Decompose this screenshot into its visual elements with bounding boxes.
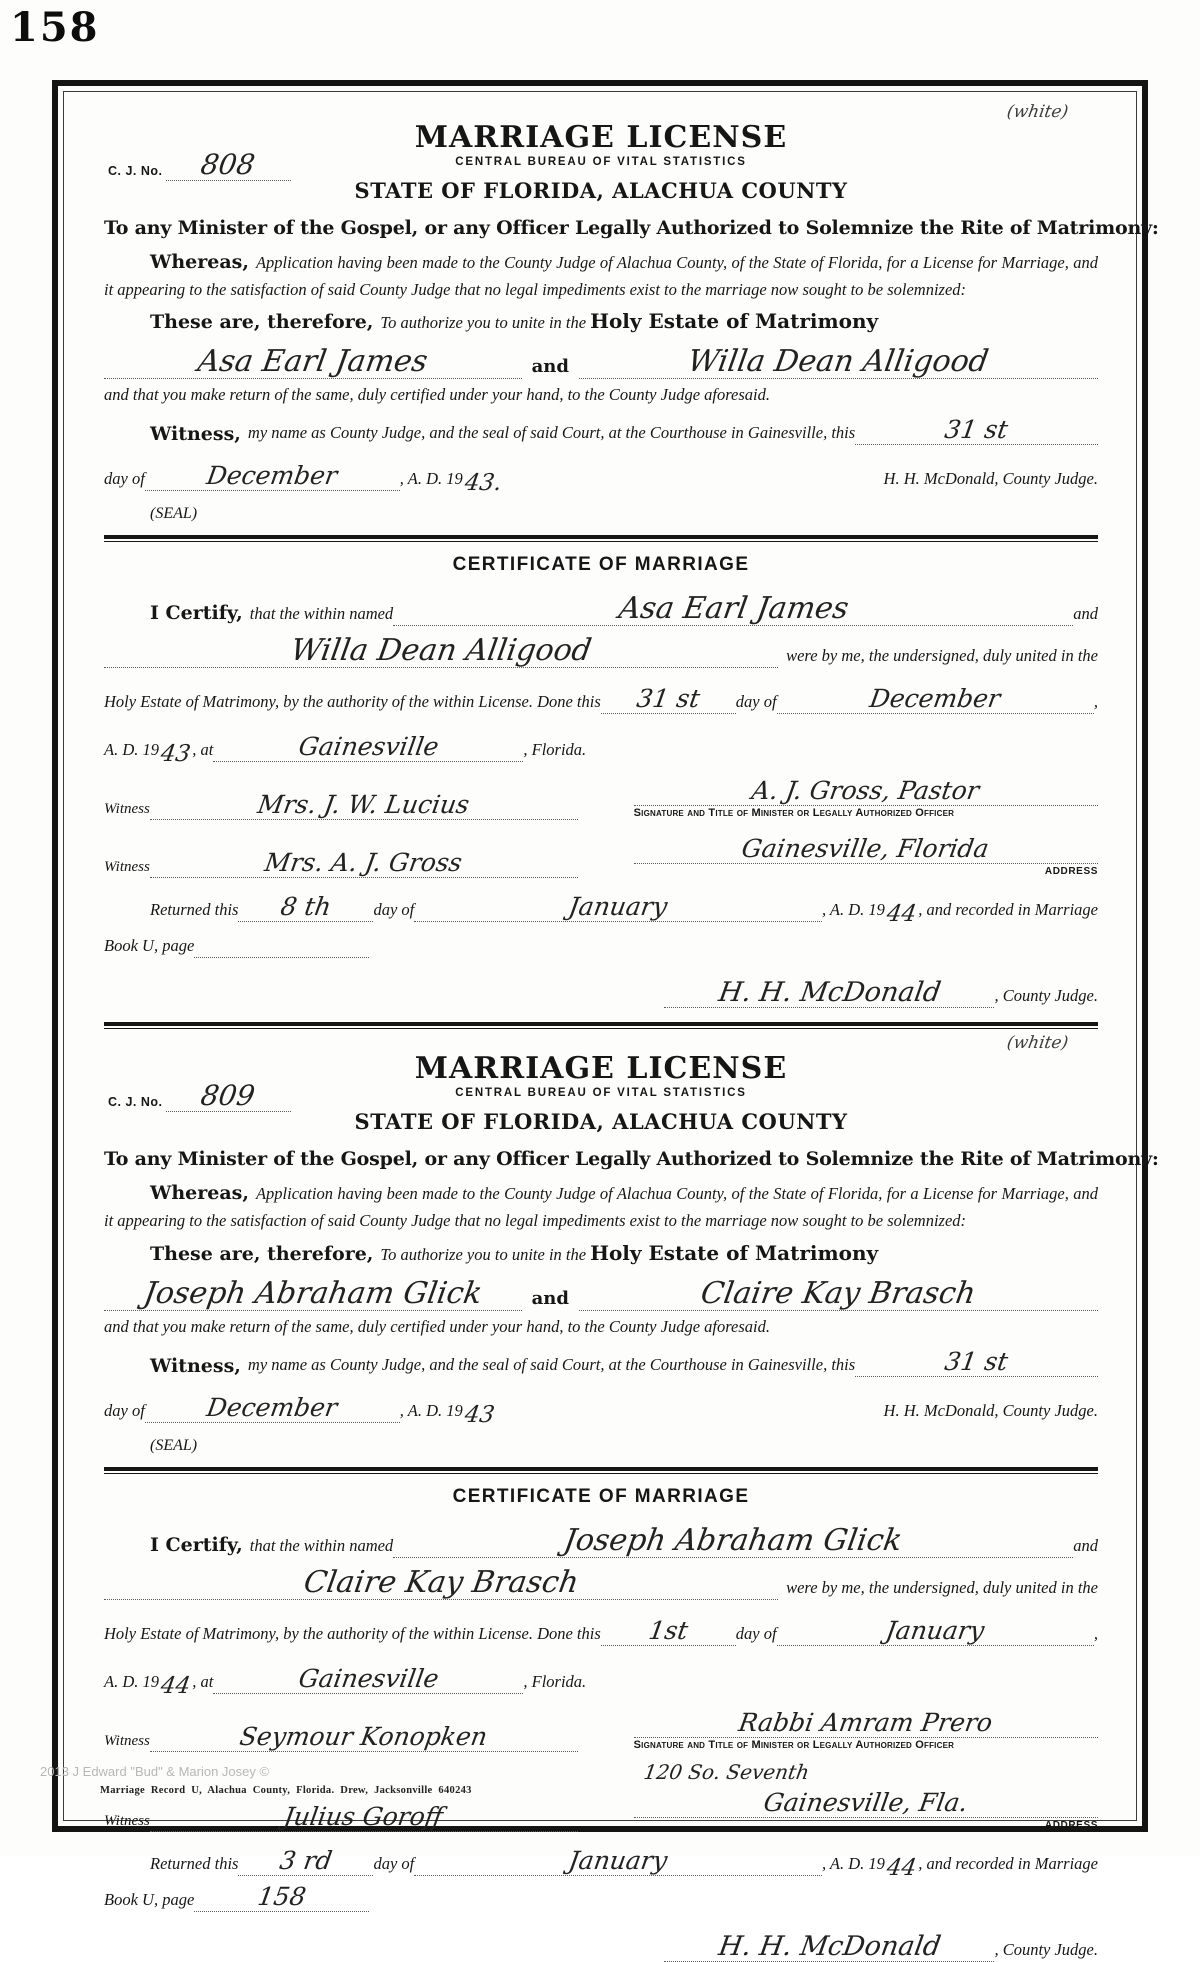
license-day-line	[855, 417, 1098, 445]
book-page-line	[194, 1881, 369, 1912]
witness-body: my name as County Judge, and the seal of said Court, at the Courthouse in Gainesville, this	[247, 423, 856, 443]
witness1-row	[104, 1704, 1098, 1752]
witness-lead: Witness,	[150, 423, 241, 446]
returned-year: 44	[884, 901, 919, 928]
ad-19-label: , A. D. 19	[821, 900, 885, 920]
signature-caption: Signature and Title of Minister or Legally Authorized Officer	[633, 807, 955, 820]
officiant-address-lineblock	[634, 830, 1098, 864]
whereas-paragraph	[104, 1178, 1098, 1234]
were-by-clause: were by me, the undersigned, duly united in the	[786, 1577, 1098, 1597]
book-page-label: Book U, page	[104, 1889, 195, 1909]
cj-number-line-fill	[166, 1079, 291, 1113]
cert-groom-line	[393, 591, 1073, 627]
witness2-name: Julius Goroff	[282, 1801, 446, 1831]
state-county-line: STATE OF FLORIDA, ALACHUA COUNTY	[354, 178, 848, 203]
signature-caption: Signature and Title of Minister or Legally Authorized Officer	[633, 1738, 955, 1751]
license-date-row	[104, 1389, 1098, 1428]
license-date-row	[104, 457, 1098, 497]
book-page-row	[104, 1881, 1098, 1912]
book-page-value: 158	[255, 1881, 308, 1911]
officiant-address: Gainesville, Florida	[740, 834, 992, 864]
ad-19-label: , A. D. 19	[399, 469, 463, 489]
witness-clause-row	[104, 1347, 1098, 1377]
cert-bride-name: Willa Dean Alligood	[288, 633, 594, 669]
done-city-line	[213, 1663, 523, 1694]
license-header	[104, 122, 1098, 203]
color-note: (white)	[1005, 1033, 1070, 1054]
done-year: 43	[158, 741, 193, 768]
judge-printed-name: H. H. McDonald, County Judge.	[883, 469, 1098, 489]
copyright-watermark: 2013 J Edward "Bud" & Marion Josey ©	[40, 1764, 270, 1779]
returned-month-line	[414, 894, 822, 922]
officiant-address-block	[634, 1759, 1098, 1832]
certify-row	[104, 1518, 1098, 1558]
whereas-body: Application having been made to the County Judge of Alachua County, of the State of Florida, for a License for Marriage, and it appearing to the satisfaction of said County Judge that no legal impediments exist to the marriage now sought to be solemnized:	[104, 253, 1098, 300]
witness1-left	[104, 1721, 578, 1752]
comma: ,	[1093, 1623, 1098, 1643]
holy-estate-label: Holy Estate of Matrimony	[590, 309, 879, 334]
license-subtitle: CENTRAL BUREAU OF VITAL STATISTICS	[455, 156, 747, 168]
ad-19-label: , A. D. 19	[399, 1400, 463, 1420]
witness-clause-row	[104, 415, 1098, 445]
witness1-left	[104, 792, 578, 820]
witness-label: Witness	[104, 1812, 150, 1829]
officiant-signature-lineblock	[634, 772, 1098, 806]
page-number: 158	[10, 4, 100, 51]
book-page-label: Book U, page	[104, 936, 195, 956]
returned-year: 44	[884, 1854, 919, 1881]
done-month: January	[883, 1615, 987, 1645]
returned-day: 3 rd	[277, 1845, 335, 1875]
color-note-row	[104, 102, 1098, 122]
seal-label: (SEAL)	[150, 505, 198, 523]
officiant-signature-block	[634, 772, 1098, 820]
officiant-signature: Rabbi Amram Prero	[736, 1707, 995, 1737]
officiant-signature-block	[634, 1704, 1098, 1752]
license-day: 31 st	[942, 1346, 1011, 1376]
witness1-line	[150, 792, 578, 820]
day-of-label: day of	[373, 1853, 415, 1873]
day-of-label: day of	[735, 1623, 777, 1643]
and-word-end: and	[1073, 1535, 1098, 1555]
witness-label: Witness	[104, 1732, 150, 1749]
returned-row	[104, 886, 1098, 928]
and-word: and	[531, 356, 569, 378]
witness1-row	[104, 772, 1098, 820]
salutation-line: To any Minister of the Gospel, or any Officer Legally Authorized to Solemnize the Rite of Matrimony:	[104, 217, 1159, 239]
therefore-lead: These are, therefore,	[150, 311, 374, 334]
state-county-line: STATE OF FLORIDA, ALACHUA COUNTY	[354, 1109, 848, 1135]
license-month: December	[204, 461, 340, 491]
bride-name: Willa Dean Alligood	[685, 344, 992, 380]
whereas-paragraph	[104, 247, 1098, 303]
day-of-label: day of	[735, 692, 777, 712]
book-page-line	[194, 938, 369, 958]
section-divider	[104, 1467, 1098, 1474]
county-judge-suffix: , County Judge.	[994, 1939, 1098, 1959]
printer-footer: Marriage Record U, Alachua County, Florida. Drew, Jacksonville 640243	[100, 1785, 472, 1796]
names-row	[104, 335, 1098, 379]
officiant-address-line	[634, 1787, 1098, 1818]
done-year: 44	[158, 1672, 193, 1699]
returned-month: January	[566, 1845, 670, 1875]
therefore-lead: These are, therefore,	[150, 1242, 374, 1265]
groom-name: Asa Earl James	[195, 344, 431, 380]
license-month-line	[145, 463, 400, 491]
done-lead: Holy Estate of Matrimony, by the authority of the within License. Done this	[104, 1623, 601, 1643]
witness1-line	[150, 1721, 578, 1752]
ad-19-cert-label: A. D. 19	[104, 740, 159, 760]
judge-signature-line	[664, 979, 994, 1008]
recorded-suffix: , and recorded in Marriage	[918, 900, 1098, 920]
certify-row	[104, 586, 1098, 626]
cj-number-line-fill	[166, 148, 291, 181]
license-title: MARRIAGE LICENSE	[414, 120, 788, 155]
cj-number-line	[108, 1079, 291, 1113]
color-note: (white)	[1005, 102, 1070, 122]
license-day: 31 st	[942, 415, 1011, 445]
certificate-title: CERTIFICATE OF MARRIAGE	[452, 1485, 750, 1507]
officiant-address-lineblock	[634, 1784, 1098, 1818]
cert-bride-row	[104, 628, 1098, 668]
names-row	[104, 1267, 1098, 1311]
cert-bride-line	[104, 1564, 778, 1600]
cert-bride-row	[104, 1560, 1098, 1600]
done-date-row	[104, 678, 1098, 714]
officiant-signature-line	[634, 1707, 1098, 1738]
book-page-row	[104, 930, 1098, 958]
marriage-record-809	[104, 1033, 1159, 1962]
license-day-line	[855, 1346, 1098, 1377]
day-of-label: day of	[104, 1400, 145, 1420]
cj-number-line	[108, 148, 291, 181]
officiant-signature-line	[634, 778, 1098, 806]
done-month-line	[777, 1615, 1094, 1646]
witness-body: my name as County Judge, and the seal of said Court, at the Courthouse in Gainesville, this	[247, 1354, 856, 1374]
witness2-left	[104, 850, 578, 878]
comma: ,	[1093, 692, 1098, 712]
address-caption: ADDRESS	[1044, 1819, 1098, 1831]
ad-19-label: , A. D. 19	[821, 1853, 885, 1873]
done-day: 1st	[646, 1615, 690, 1645]
return-clause: and that you make return of the same, duly certified under your hand, to the County Judge aforesaid.	[104, 385, 770, 405]
witness1-name: Mrs. J. W. Lucius	[255, 790, 472, 820]
certify-body: that the within named	[249, 604, 394, 624]
cj-number: 808	[198, 148, 258, 181]
license-month: December	[204, 1392, 340, 1422]
witness2-line	[150, 1801, 578, 1832]
cert-groom-name: Asa Earl James	[615, 591, 851, 627]
returned-month-line	[414, 1845, 822, 1876]
groom-name-line	[104, 1275, 522, 1311]
witness2-row	[104, 830, 1098, 878]
judge-signature: H. H. McDonald	[716, 1930, 943, 1962]
done-lead: Holy Estate of Matrimony, by the authority of the within License. Done this	[104, 692, 601, 712]
witness1-name: Seymour Konopken	[237, 1721, 490, 1751]
recorded-suffix: , and recorded in Marriage	[918, 1853, 1098, 1873]
and-word-end: and	[1073, 604, 1098, 624]
officiant-address: Gainesville, Fla.	[761, 1787, 970, 1817]
whereas-lead: Whereas,	[150, 251, 249, 273]
returned-lead: Returned this	[150, 1853, 239, 1873]
salutation-line: To any Minister of the Gospel, or any Officer Legally Authorized to Solemnize the Rite of Matrimony:	[104, 1148, 1159, 1171]
certify-body: that the within named	[249, 1535, 394, 1555]
done-place-row	[104, 724, 1098, 768]
and-word: and	[531, 1287, 569, 1309]
section-divider	[104, 535, 1098, 542]
cert-bride-line	[104, 633, 778, 669]
therefore-body: To authorize you to unite in the	[380, 313, 587, 333]
groom-name: Joseph Abraham Glick	[141, 1275, 485, 1311]
done-day: 31 st	[634, 684, 702, 714]
witness2-name: Mrs. A. J. Gross	[263, 848, 465, 878]
therefore-line	[104, 309, 1098, 333]
done-month-line	[777, 686, 1094, 714]
certify-lead: I Certify,	[150, 602, 243, 625]
judge-signature: H. H. McDonald	[716, 977, 943, 1009]
day-of-label: day of	[104, 469, 145, 489]
judge-printed-name: H. H. McDonald, County Judge.	[883, 1400, 1098, 1420]
license-title: MARRIAGE LICENSE	[414, 1051, 788, 1087]
license-year: 43.	[462, 470, 504, 497]
florida-suffix: , Florida.	[523, 740, 587, 760]
witness-label: Witness	[104, 859, 150, 876]
day-of-label: day of	[373, 900, 415, 920]
returned-row	[104, 1840, 1098, 1881]
bride-name-line	[579, 1275, 1098, 1311]
judge-signature-row	[104, 1916, 1098, 1962]
officiant-address-block	[634, 830, 1098, 878]
done-city-line	[213, 734, 523, 762]
cert-groom-name: Joseph Abraham Glick	[561, 1522, 905, 1558]
license-month-line	[145, 1392, 400, 1423]
ad-19-cert-label: A. D. 19	[104, 1671, 159, 1691]
cj-label: C. J. No.	[108, 1095, 163, 1110]
document-inner-border	[63, 91, 1159, 1962]
marriage-record-808	[104, 102, 1159, 1009]
returned-month: January	[566, 892, 670, 922]
returned-day: 8 th	[278, 892, 334, 922]
officiant-address-line	[634, 836, 1098, 864]
return-clause: and that you make return of the same, duly certified under your hand, to the County Judge aforesaid.	[104, 1316, 770, 1336]
witness-label: Witness	[104, 801, 150, 818]
therefore-body: To authorize you to unite in the	[380, 1244, 587, 1264]
whereas-body: Application having been made to the County Judge of Alachua County, of the State of Florida, for a License for Marriage, and it appearing to the satisfaction of said County Judge that no legal impediments exist to the marriage now sought to be solemnized:	[104, 1184, 1098, 1231]
color-note-row	[104, 1033, 1098, 1053]
document-border	[52, 80, 1159, 1962]
officiant-signature: A. J. Gross, Pastor	[750, 776, 982, 806]
done-place-row	[104, 1656, 1098, 1699]
witness2-left	[104, 1801, 578, 1832]
done-date-row	[104, 1610, 1098, 1646]
judge-signature-row	[104, 962, 1098, 1008]
certify-lead: I Certify,	[150, 1533, 243, 1556]
license-header	[104, 1053, 1098, 1134]
seal-label: (SEAL)	[150, 1436, 198, 1454]
license-subtitle: CENTRAL BUREAU OF VITAL STATISTICS	[455, 1087, 747, 1100]
witness-lead: Witness,	[150, 1354, 241, 1377]
at-label: , at	[192, 740, 214, 760]
address-caption: ADDRESS	[1044, 866, 1098, 878]
officiant-address-line1: 120 So. Seventh	[641, 1759, 811, 1784]
returned-day-line	[238, 1845, 373, 1876]
bride-name-line	[579, 344, 1098, 380]
cert-bride-name: Claire Kay Brasch	[301, 1564, 582, 1600]
county-judge-suffix: , County Judge.	[994, 986, 1098, 1006]
returned-lead: Returned this	[150, 900, 239, 920]
were-by-clause: were by me, the undersigned, duly united in the	[786, 646, 1098, 666]
holy-estate-label: Holy Estate of Matrimony	[590, 1240, 879, 1265]
judge-signature-line	[664, 1930, 994, 1962]
witness2-line	[150, 850, 578, 878]
cert-groom-line	[393, 1522, 1073, 1558]
record-divider	[104, 1022, 1098, 1029]
cj-label: C. J. No.	[108, 164, 163, 178]
done-month: December	[867, 684, 1003, 714]
done-city: Gainesville	[296, 1663, 441, 1693]
groom-name-line	[104, 344, 522, 380]
florida-suffix: , Florida.	[523, 1671, 587, 1691]
bride-name: Claire Kay Brasch	[698, 1275, 979, 1311]
cj-number: 809	[198, 1079, 258, 1113]
returned-day-line	[238, 894, 373, 922]
done-day-line	[601, 1615, 736, 1646]
done-city: Gainesville	[296, 732, 441, 762]
whereas-lead: Whereas,	[150, 1182, 249, 1205]
license-year: 43	[462, 1401, 497, 1428]
certificate-title: CERTIFICATE OF MARRIAGE	[452, 554, 750, 576]
officiant-signature-lineblock	[634, 1704, 1098, 1738]
therefore-line	[104, 1241, 1098, 1265]
done-day-line	[601, 686, 736, 714]
at-label: , at	[192, 1671, 214, 1691]
